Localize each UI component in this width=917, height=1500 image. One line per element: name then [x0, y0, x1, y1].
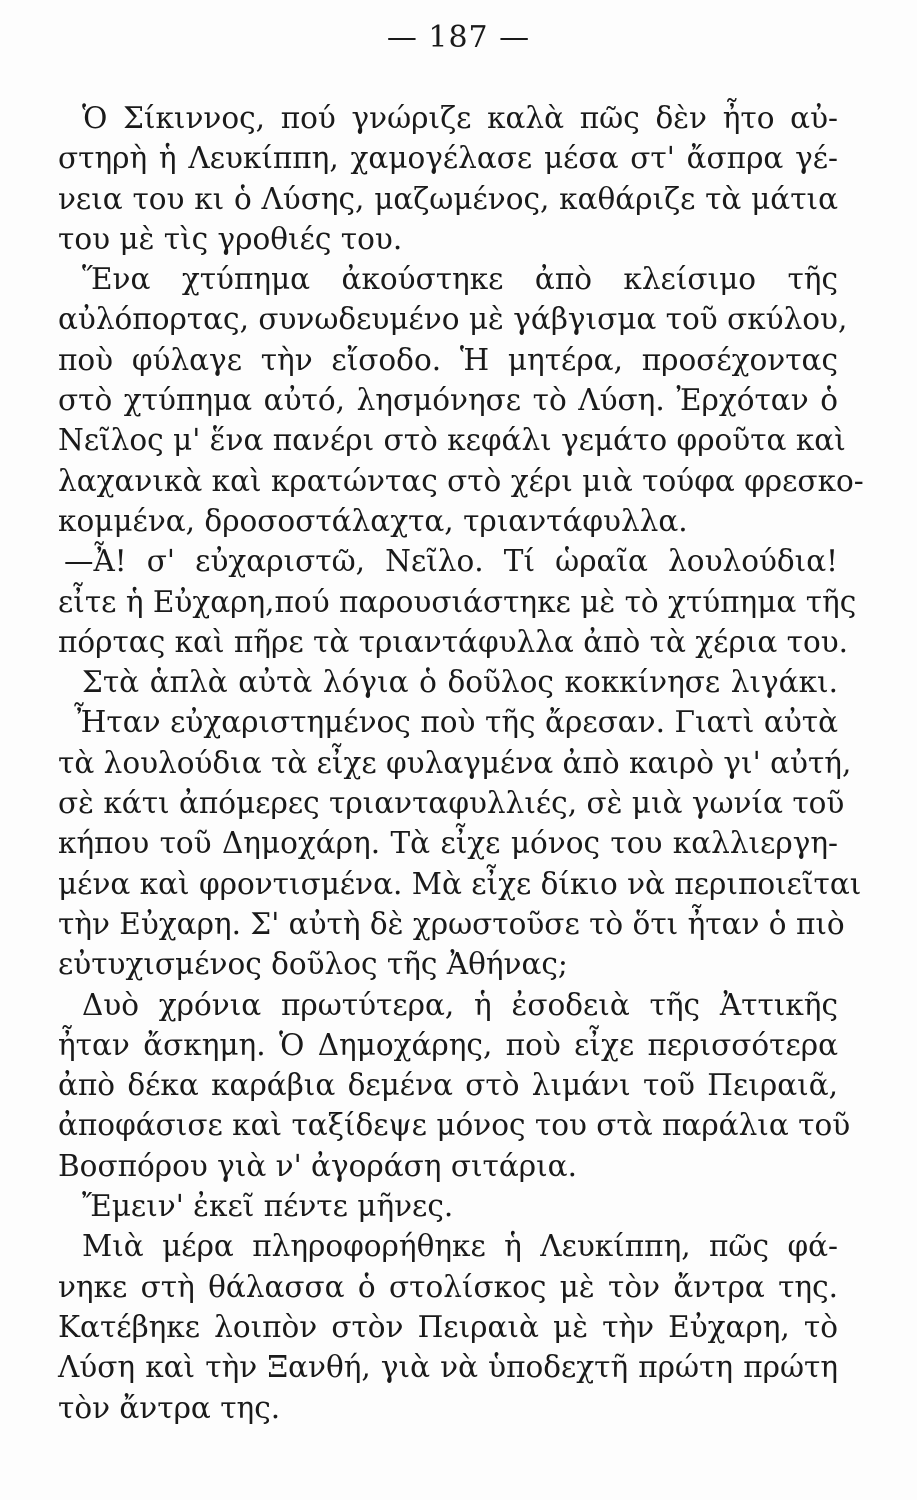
page-number: — 187 —: [386, 20, 531, 55]
text-line: τὰ λουλούδια τὰ εἶχε φυλαγμένα ἀπὸ καιρὸ γι' αὐτή,: [58, 745, 852, 780]
body-text: [58, 98, 864, 1428]
text-line: εἶτε ἡ Εὐχαρη,πού παρουσιάστηκε μὲ τὸ χτύπημα τῆς: [58, 584, 857, 619]
text-line: Λύση καὶ τὴν Ξανθή, γιὰ νὰ ὑποδεχτῆ πρώτη πρώτη: [58, 1350, 838, 1385]
text-line: μένα καὶ φροντισμένα. Μὰ εἶχε δίκιο νὰ περιποιεῖται: [58, 866, 862, 901]
text-line: Νεῖλος μ' ἕνα πανέρι στὸ κεφάλι γεμάτο φροῦτα καὶ: [58, 423, 846, 458]
text-line: στηρὴ ἡ Λευκίππη, χαμογέλασε μέσα στ' ἄσπρα γέ-: [58, 141, 838, 176]
text-line: Βοσπόρου γιὰ ν' ἀγοράση σιτάρια.: [58, 1148, 577, 1183]
text-line: Στὰ ἁπλὰ αὐτὰ λόγια ὁ δοῦλος κοκκίνησε λιγάκι.: [82, 665, 838, 700]
text-line: νηκε στὴ θάλασσα ὁ στολίσκος μὲ τὸν ἄντρα της.: [58, 1269, 838, 1304]
text-line: Κατέβηκε λοιπὸν στὸν Πειραιὰ μὲ τὴν Εὐχαρη, τὸ: [58, 1309, 838, 1344]
text-line: εὐτυχισμένος δοῦλος τῆς Ἀθήνας;: [58, 947, 568, 982]
text-line: Ἕνα χτύπημα ἀκούστηκε ἀπὸ κλείσιμο τῆς: [82, 262, 838, 297]
text-line: στὸ χτύπημα αὐτό, λησμόνησε τὸ Λύση. Ἐρχόταν ὁ: [58, 383, 838, 418]
text-line: Δυὸ χρόνια πρωτύτερα, ἡ ἐσοδειὰ τῆς Ἀττικῆς: [82, 987, 838, 1022]
text-line: ἀπὸ δέκα καράβια δεμένα στὸ λιμάνι τοῦ Πειραιᾶ,: [58, 1068, 838, 1103]
text-line: Ἔμειν' ἐκεῖ πέντε μῆνες.: [82, 1189, 454, 1224]
text-line: τὴν Εὐχαρη. Σ' αὐτὴ δὲ χρωστοῦσε τὸ ὅτι ἦταν ὁ πιὸ: [58, 906, 845, 941]
text-line: Ἦταν εὐχαριστημένος ποὺ τῆς ἄρεσαν. Γιατὶ αὐτὰ: [74, 705, 838, 740]
text-line: —Ἆ! σ' εὐχαριστῶ, Νεῖλο. Τί ὡραῖα λουλούδια!: [64, 544, 838, 579]
text-line: σὲ κάτι ἀπόμερες τριανταφυλλιές, σὲ μιὰ γωνία τοῦ: [58, 786, 845, 821]
text-line: ἦταν ἄσκημη. Ὁ Δημοχάρης, ποὺ εἶχε περισσότερα: [58, 1027, 838, 1062]
text-line: Ὁ Σίκιννος, πού γνώριζε καλὰ πῶς δὲν ἦτο αὐ-: [82, 101, 838, 135]
text-line: ἀποφάσισε καὶ ταξίδεψε μόνος του στὰ παράλια τοῦ: [58, 1108, 851, 1143]
text-line: πόρτας καὶ πῆρε τὰ τριαντάφυλλα ἀπὸ τὰ χέρια του.: [58, 624, 849, 659]
text-line: κήπου τοῦ Δημοχάρη. Τὰ εἶχε μόνος του καλλιεργη-: [58, 826, 838, 861]
text-line: Μιὰ μέρα πληροφορήθηκε ἡ Λευκίππη, πῶς φά-: [82, 1229, 838, 1264]
text-line: αὐλόπορτας, συνωδευμένο μὲ γάβγισμα τοῦ σκύλου,: [58, 302, 848, 337]
text-line: κομμένα, δροσοστάλαχτα, τριαντάφυλλα.: [58, 503, 688, 538]
text-line: νεια του κι ὁ Λύσης, μαζωμένος, καθάριζε τὰ μάτια: [58, 181, 838, 216]
text-line: του μὲ τὶς γροθιές του.: [58, 221, 403, 256]
text-line: τὸν ἄντρα της.: [58, 1390, 281, 1425]
text-line: ποὺ φύλαγε τὴν εἴσοδο. Ἡ μητέρα, προσέχοντας: [58, 342, 838, 377]
text-line: λαχανικὰ καὶ κρατώντας στὸ χέρι μιὰ τούφα φρεσκο-: [58, 463, 864, 498]
